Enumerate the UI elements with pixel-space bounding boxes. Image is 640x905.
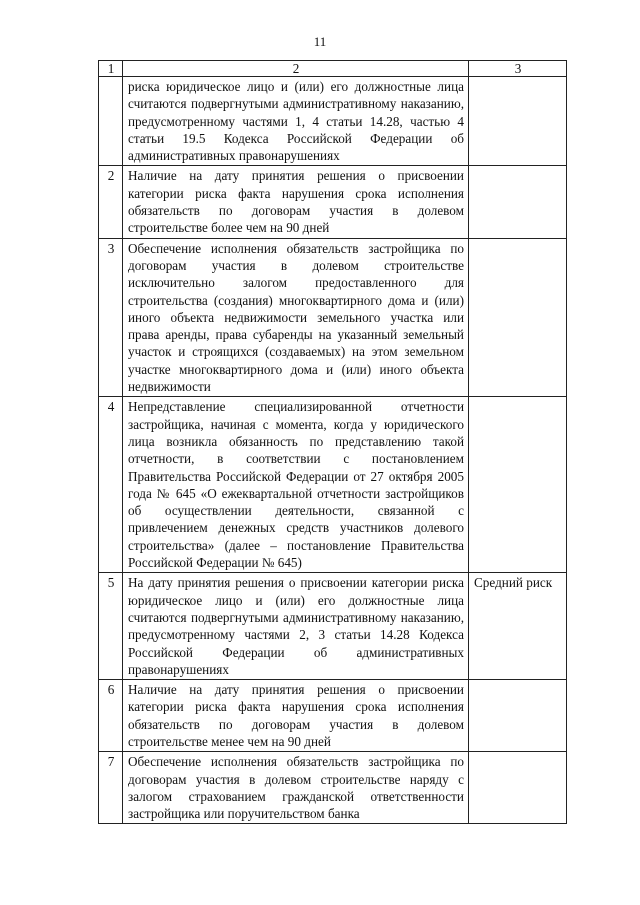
row-number [99, 77, 123, 166]
row-risk-category [469, 238, 567, 397]
row-criterion-text: Наличие на дату принятия решения о присвоении категории риска факта нарушения срока исполнения обязательств по договорам участия в долевом строительстве менее чем на 90 дней [123, 680, 469, 752]
row-criterion-text: Обеспечение исполнения обязательств застройщика по договорам участия в долевом строительстве исключительно залогом предоставленного для строительства (создания) многоквартирного дома и (или) иного объекта недвижимости земельного участка или права аренды, права субаренды на указанный земельный участок и строящихся (создаваемых) на этом земельном участке многоквартирного дома и (или) иного объекта недвижимости [123, 238, 469, 397]
row-number: 6 [99, 680, 123, 752]
header-col-2: 2 [123, 61, 469, 77]
table-row [99, 752, 567, 824]
risk-category-label: Средний риск [474, 575, 553, 591]
row-risk-category [469, 752, 567, 824]
table-row [99, 573, 567, 680]
page-number: 11 [313, 34, 327, 49]
row-risk-category [469, 680, 567, 752]
row-risk-category [469, 573, 567, 680]
row-criterion-text: Обеспечение исполнения обязательств застройщика по договорам участия в долевом строительстве наряду с залогом страхованием гражданской ответственности застройщика или поручительством банка [123, 752, 469, 824]
header-col-3: 3 [469, 61, 567, 77]
row-number: 2 [99, 166, 123, 238]
row-criterion-text: Наличие на дату принятия решения о присвоении категории риска факта нарушения срока исполнения обязательств по договорам участия в долевом строительстве более чем на 90 дней [123, 166, 469, 238]
row-criterion-text: Непредставление специализированной отчетности застройщика, начиная с момента, когда у юридического лица возникла обязанность по представлению такой отчетности, в соответствии с постановлением Правительства Российской Федерации от 27 октября 2005 года № 645 «О ежеквартальной отчетности застройщиков об осуществлении деятельности, связанной с привлечением денежных средств участников долевого строительства» (далее – постановление Правительства Российской Федерации № 645) [123, 397, 469, 573]
header-col-1: 1 [99, 61, 123, 77]
table-header-row [99, 61, 567, 77]
row-number: 7 [99, 752, 123, 824]
table-row [99, 397, 567, 573]
table-row [99, 680, 567, 752]
row-number: 3 [99, 238, 123, 397]
row-risk-category [469, 77, 567, 166]
table-row [99, 77, 567, 166]
row-risk-category [469, 397, 567, 573]
table-row [99, 238, 567, 397]
row-criterion-text: На дату принятия решения о присвоении категории риска юридическое лицо и (или) его должностные лица считаются подвергнутыми административному наказанию, предусмотренному частями 2, 3 статьи 14.28 Кодекса Российской Федерации об административных правонарушениях [123, 573, 469, 680]
row-number: 4 [99, 397, 123, 573]
risk-criteria-table [98, 60, 567, 824]
row-criterion-text: риска юридическое лицо и (или) его должностные лица считаются подвергнутыми административному наказанию, предусмотренному частями 1, 4 статьи 14.28, частью 4 статьи 19.5 Кодекса Российской Федерации об административных правонарушениях [123, 77, 469, 166]
table-row [99, 166, 567, 238]
row-risk-category [469, 166, 567, 238]
row-number: 5 [99, 573, 123, 680]
